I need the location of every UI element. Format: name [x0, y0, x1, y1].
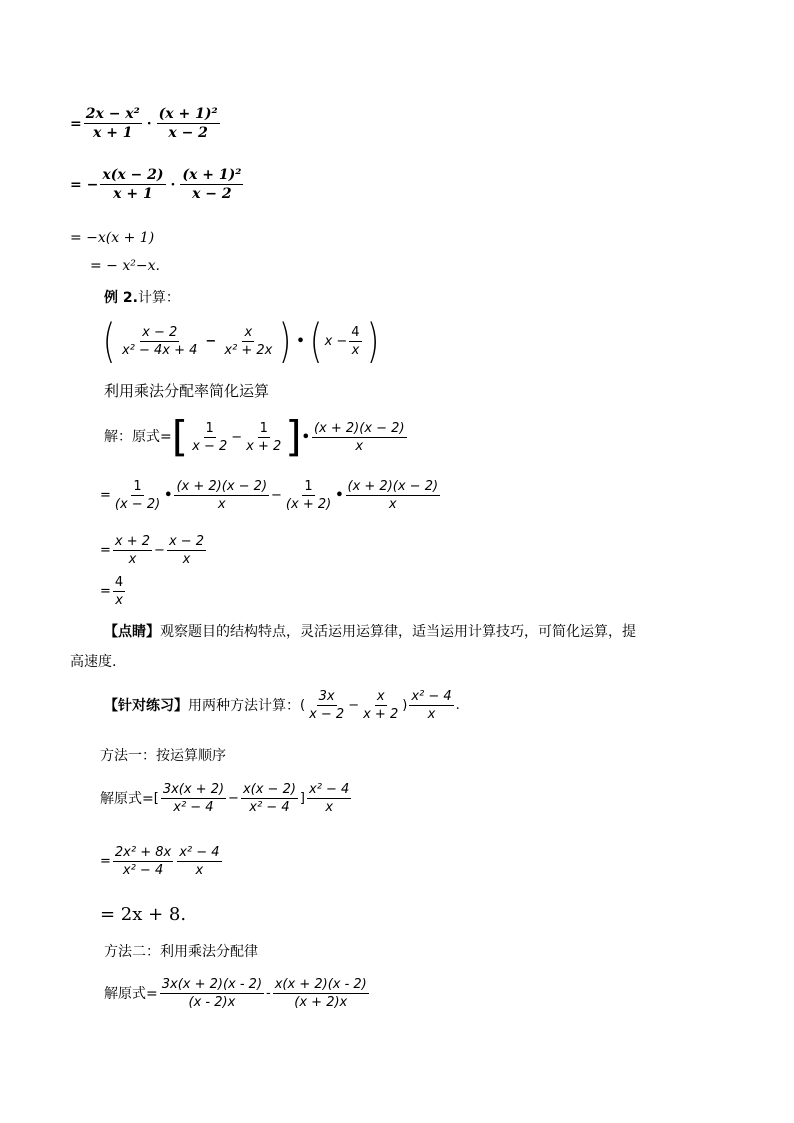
solution-line-1	[104, 412, 409, 461]
right-bracket-icon: ]	[285, 412, 302, 461]
denominator: x + 2	[246, 438, 282, 454]
numerator: 1	[259, 420, 268, 436]
numerator: (x + 2)(x − 2)	[313, 420, 405, 436]
multiply-dot: ·	[146, 115, 152, 132]
multiply-dot: ·	[170, 176, 176, 193]
numerator: x	[244, 324, 253, 340]
denominator: x	[217, 497, 226, 512]
equals-sign: =	[70, 115, 82, 132]
denominator: x	[182, 552, 191, 567]
numerator: x(x − 2)	[102, 167, 164, 183]
note-line-2: 高速度.	[70, 654, 117, 670]
equals-sign: = −	[70, 176, 99, 193]
example-2-heading	[104, 291, 180, 305]
denominator: x + 1	[113, 186, 153, 202]
numerator: 1	[133, 479, 142, 494]
left-bracket: [	[153, 791, 159, 806]
bullet-multiply: •	[335, 488, 344, 503]
step-line-1	[70, 107, 222, 140]
denominator: (x - 2)x	[188, 995, 236, 1010]
denominator: x	[128, 552, 137, 567]
minus-sign: -	[266, 986, 271, 1001]
denominator: x² − 4	[173, 800, 214, 815]
numerator: x² − 4	[309, 782, 350, 797]
numerator: x + 2	[114, 534, 151, 549]
minus-sign: −	[205, 333, 217, 349]
left-paren-icon: (	[309, 314, 322, 368]
numerator: x(x + 2)(x - 2)	[274, 977, 367, 992]
denominator: (x − 2)	[114, 497, 161, 512]
example-text: 计算：	[137, 290, 180, 306]
step-line-3: = −x(x + 1)	[70, 230, 155, 246]
note-text: 观察题目的结构特点，灵活运用运算律，适当运用计算技巧，可简化运算，提	[160, 624, 636, 640]
numerator: 3x(x + 2)	[162, 782, 225, 797]
example-2-expression	[100, 314, 382, 368]
term-x: x −	[324, 333, 348, 349]
numerator: 4	[114, 575, 124, 590]
numerator: x(x − 2)	[242, 782, 296, 797]
minus-sign: −	[231, 429, 243, 445]
numerator: x	[376, 689, 385, 704]
denominator: x − 2	[192, 186, 232, 202]
numerator: x − 2	[168, 534, 205, 549]
numerator: 3x(x + 2)(x - 2)	[161, 977, 263, 992]
equals-sign: =	[100, 584, 111, 599]
denominator: x + 2	[363, 707, 399, 722]
denominator: x − 2	[309, 707, 345, 722]
denominator: x	[427, 707, 436, 722]
method-2-title: 方法二：利用乘法分配律	[104, 944, 258, 960]
numerator: (x + 2)(x − 2)	[347, 479, 439, 494]
denominator: x − 2	[168, 125, 208, 141]
numerator: 3x	[318, 689, 335, 704]
solution-label: 解原式=	[104, 985, 158, 1002]
solution-label: 解原式=	[100, 790, 154, 807]
left-paren: (	[300, 698, 306, 713]
method-1-title: 方法一：按运算顺序	[100, 748, 226, 764]
numerator: 1	[304, 479, 313, 494]
denominator: x² − 4x + 4	[121, 342, 198, 358]
practice-text: 用两种方法计算：	[188, 697, 300, 714]
numerator: 2x² + 8x	[114, 845, 172, 860]
minus-sign: −	[348, 698, 360, 713]
solution-label: 解：原式=	[104, 429, 172, 445]
numerator: (x + 2)(x − 2)	[176, 479, 268, 494]
numerator: x² − 4	[179, 845, 220, 860]
numerator: 2x − x²	[85, 106, 140, 122]
step-line-2	[70, 168, 245, 201]
minus-sign: −	[271, 488, 282, 503]
method-1-result: = 2x + 8.	[100, 904, 187, 925]
denominator: (x + 2)	[285, 497, 332, 512]
note-label: 【点睛】	[104, 624, 160, 640]
note-line-1	[104, 625, 636, 639]
denominator: x	[355, 438, 364, 454]
denominator: x	[115, 593, 123, 608]
denominator: x	[195, 863, 204, 878]
solution-line-3	[100, 535, 208, 566]
denominator: x² − 4	[122, 863, 164, 878]
step-line-4: = − x²−x.	[90, 258, 160, 274]
numerator: x² − 4	[411, 689, 452, 704]
bullet-multiply: •	[301, 429, 310, 445]
method-1-line-2	[100, 846, 224, 877]
practice-heading	[104, 690, 460, 721]
denominator: x − 2	[192, 438, 228, 454]
minus-sign: −	[228, 791, 239, 806]
right-paren: )	[402, 698, 408, 713]
right-paren-icon: )	[279, 314, 292, 368]
equals-sign: =	[100, 854, 111, 869]
method-1-line-1	[100, 783, 353, 814]
denominator: x + 1	[92, 125, 133, 141]
numerator: (x + 1)²	[158, 106, 218, 122]
denominator: (x + 2)x	[294, 995, 348, 1010]
right-bracket: ]	[299, 791, 305, 806]
bullet-multiply: •	[296, 333, 305, 349]
numerator: 4	[351, 324, 360, 340]
denominator: x² + 2x	[224, 342, 273, 358]
equals-sign: =	[100, 488, 111, 503]
denominator: x	[351, 342, 360, 358]
practice-label: 【针对练习】	[104, 697, 188, 714]
denominator: x	[388, 497, 397, 512]
numerator: (x + 1)²	[182, 167, 242, 183]
period: .	[455, 698, 460, 713]
numerator: x − 2	[142, 324, 178, 340]
right-paren-icon: )	[366, 314, 379, 368]
equals-sign: =	[100, 543, 111, 558]
left-bracket-icon: [	[171, 412, 189, 461]
example-label: 例 2.	[104, 290, 138, 306]
minus-sign: −	[154, 543, 165, 558]
numerator: 1	[205, 420, 214, 436]
solution-line-2	[100, 480, 442, 511]
solution-line-4	[100, 576, 127, 607]
hint-text: 利用乘法分配率简化运算	[104, 382, 270, 400]
bullet-multiply: •	[164, 488, 173, 503]
method-2-line-1	[104, 978, 371, 1009]
left-paren-icon: (	[102, 314, 116, 368]
denominator: x² − 4	[249, 800, 290, 815]
denominator: x	[325, 800, 334, 815]
